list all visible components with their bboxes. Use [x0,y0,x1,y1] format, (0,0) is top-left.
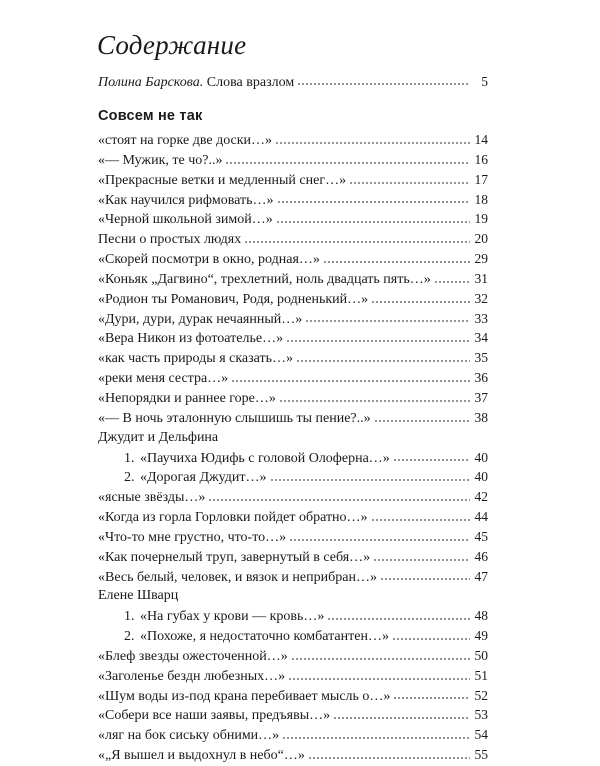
entry-title: «Дорогая Джудит…» [140,470,267,486]
leader-dots [282,736,470,740]
entry-page-number: 14 [474,132,488,147]
entry-page-number: 33 [474,310,488,326]
entry-page-number: 52 [474,687,488,703]
entry-page-number: 40 [474,449,488,465]
toc-entry [98,527,488,547]
leader-dots [333,716,470,720]
toc-entry [98,487,488,507]
toc-entry [98,705,488,725]
entry-page-number: 38 [474,409,488,425]
toc-entry [98,209,488,229]
leader-dots [297,82,470,86]
entry-title: «На губах у крови — кровь…» [140,609,325,625]
toc-entry [98,725,488,745]
entry-number: 2. [124,470,135,486]
entry-page-number: 37 [474,389,488,405]
entry-page-number: 55 [474,747,488,763]
entry-page-number: 48 [474,608,488,624]
entry-title: «Скорей посмотри в окно, родная…» [98,252,320,268]
leader-dots [308,756,470,760]
entry-title: «Непорядки и раннее горе…» [98,390,276,406]
entry-page-number: 35 [474,350,488,366]
entry-page-number: 51 [474,667,488,683]
toc-entry [98,309,488,329]
leader-dots [231,379,470,383]
entry-page-number: 17 [474,171,488,187]
entry-page-number: 31 [474,270,488,286]
entry-title: «Собери все наши заявы, предъявы…» [98,708,331,724]
leader-dots [291,657,470,661]
entry-page-number: 45 [474,528,488,544]
entry-number: 2. [124,629,135,645]
toc-entry [98,448,488,468]
entry-page-number: 50 [474,647,488,663]
entry-title: «Весь белый, человек, и вязок и неприбран…» [98,569,377,585]
preface-entry [98,74,488,91]
leader-dots [393,458,470,462]
entry-title: «Блеф звезды ожесточенной…» [98,648,288,664]
entry-page-number: 19 [474,211,488,227]
toc-entry [98,626,488,646]
toc-entry [98,507,488,527]
leader-dots [371,518,470,522]
preface-page-number: 5 [481,74,488,89]
preface-author: Полина Барскова. [98,75,204,90]
entry-page-number: 42 [474,489,488,505]
toc-entry [98,567,488,587]
leader-dots [349,181,470,185]
entry-page-number: 47 [474,568,488,584]
leader-dots [374,419,470,423]
toc-entry [98,686,488,706]
leader-dots [279,399,470,403]
toc-entry [98,249,488,269]
leader-dots [373,558,470,562]
entry-title: «ясные звёзды…» [98,490,206,506]
toc-entry [98,646,488,666]
entry-title: «Коньяк „Дагвино“, трехлетний, ноль двадцать пять…» [98,271,431,287]
entry-title: «Дури, дури, дурак нечаянный…» [98,311,303,327]
toc-entry [98,408,488,428]
leader-dots [288,677,470,681]
entry-title: «Родион ты Романович, Родя, родненький…» [98,291,369,307]
toc-entry [98,130,488,150]
entry-page-number: 36 [474,370,488,386]
leader-dots [323,260,470,264]
toc-entry [98,190,488,210]
leader-dots [371,300,470,304]
entry-page-number: 16 [474,151,488,167]
toc-entry [98,170,488,190]
leader-dots [286,339,470,343]
leader-dots [327,617,470,621]
entry-title: «„Я вышел и выдохнул в небо“…» [98,748,305,764]
toc-entry [98,547,488,567]
entry-title: «реки меня сестра…» [98,371,229,387]
entry-number: 1. [124,450,135,466]
toc-entry [98,229,488,249]
entry-title: «Заголенье бездн любезных…» [98,668,286,684]
leader-dots [277,200,470,204]
toc-entry [98,289,488,309]
entry-title: «Похоже, я недостаточно комбатантен…» [140,629,389,645]
entry-title: «как часть природы я сказать…» [98,351,294,367]
leader-dots [276,220,470,224]
entry-title: «Черной школьной зимой…» [98,212,273,228]
entry-title: «Вера Никон из фотоателье…» [98,331,284,347]
entry-title: «Когда из горла Горловки пойдет обратно…» [98,510,368,526]
entry-page-number: 32 [474,290,488,306]
leader-dots [225,161,470,165]
leader-dots [270,478,470,482]
entry-title: Джудит и Дельфина [98,429,219,445]
toc-entry [98,745,488,765]
leader-dots [289,538,470,542]
toc-entry [98,467,488,487]
leader-dots [275,141,470,145]
entry-page-number: 34 [474,330,488,346]
entry-title: «Как почернелый труп, завернутый в себя…» [98,549,371,565]
leader-dots [380,577,470,581]
entry-page-number: 44 [474,509,488,525]
toc-entry [98,368,488,388]
page-title: Содержание [97,30,247,60]
leader-dots [296,359,470,363]
toc-entry [98,269,488,289]
entry-title: «Как научился рифмовать…» [98,192,274,208]
entry-title: «— Мужик, те чо?..» [98,152,223,168]
leader-dots [393,696,470,700]
entry-page-number: 46 [474,548,488,564]
toc-entry [98,328,488,348]
toc-entry [98,428,488,448]
section-heading: Совсем не так [98,108,203,124]
preface-title: Слова вразлом [206,75,295,90]
entry-page-number: 29 [474,251,488,267]
entry-page-number: 49 [474,628,488,644]
entry-title: «Что-то мне грустно, что-то…» [98,529,287,545]
toc-entry [98,666,488,686]
entry-title: «стоят на горке две доски…» [98,133,273,148]
entry-page-number: 18 [474,191,488,207]
entry-title: «Прекрасные ветки и медленный снег…» [98,172,347,188]
leader-dots [434,280,470,284]
toc-entry [98,606,488,626]
toc-entry [98,150,488,170]
entry-title: Елене Шварц [98,588,179,604]
toc-entry [98,586,488,606]
leader-dots [305,319,470,323]
entry-title: Песни о простых людях [98,232,242,248]
toc-list [98,130,488,765]
leader-dots [244,240,470,244]
leader-dots [392,637,470,641]
entry-page-number: 54 [474,727,488,743]
entry-page-number: 20 [474,231,488,247]
entry-number: 1. [124,609,135,625]
entry-title: «ляг на бок сиську обними…» [98,728,280,744]
toc-entry [98,388,488,408]
toc-entry [98,348,488,368]
entry-title: «— В ночь эталонную слышишь ты пение?..» [98,410,371,426]
entry-title: «Шум воды из-под крана перебивает мысль о…» [98,688,391,704]
entry-page-number: 40 [474,469,488,485]
leader-dots [208,498,470,502]
entry-page-number: 53 [474,707,488,723]
entry-title: «Паучиха Юдифь с головой Олоферна…» [140,450,390,466]
